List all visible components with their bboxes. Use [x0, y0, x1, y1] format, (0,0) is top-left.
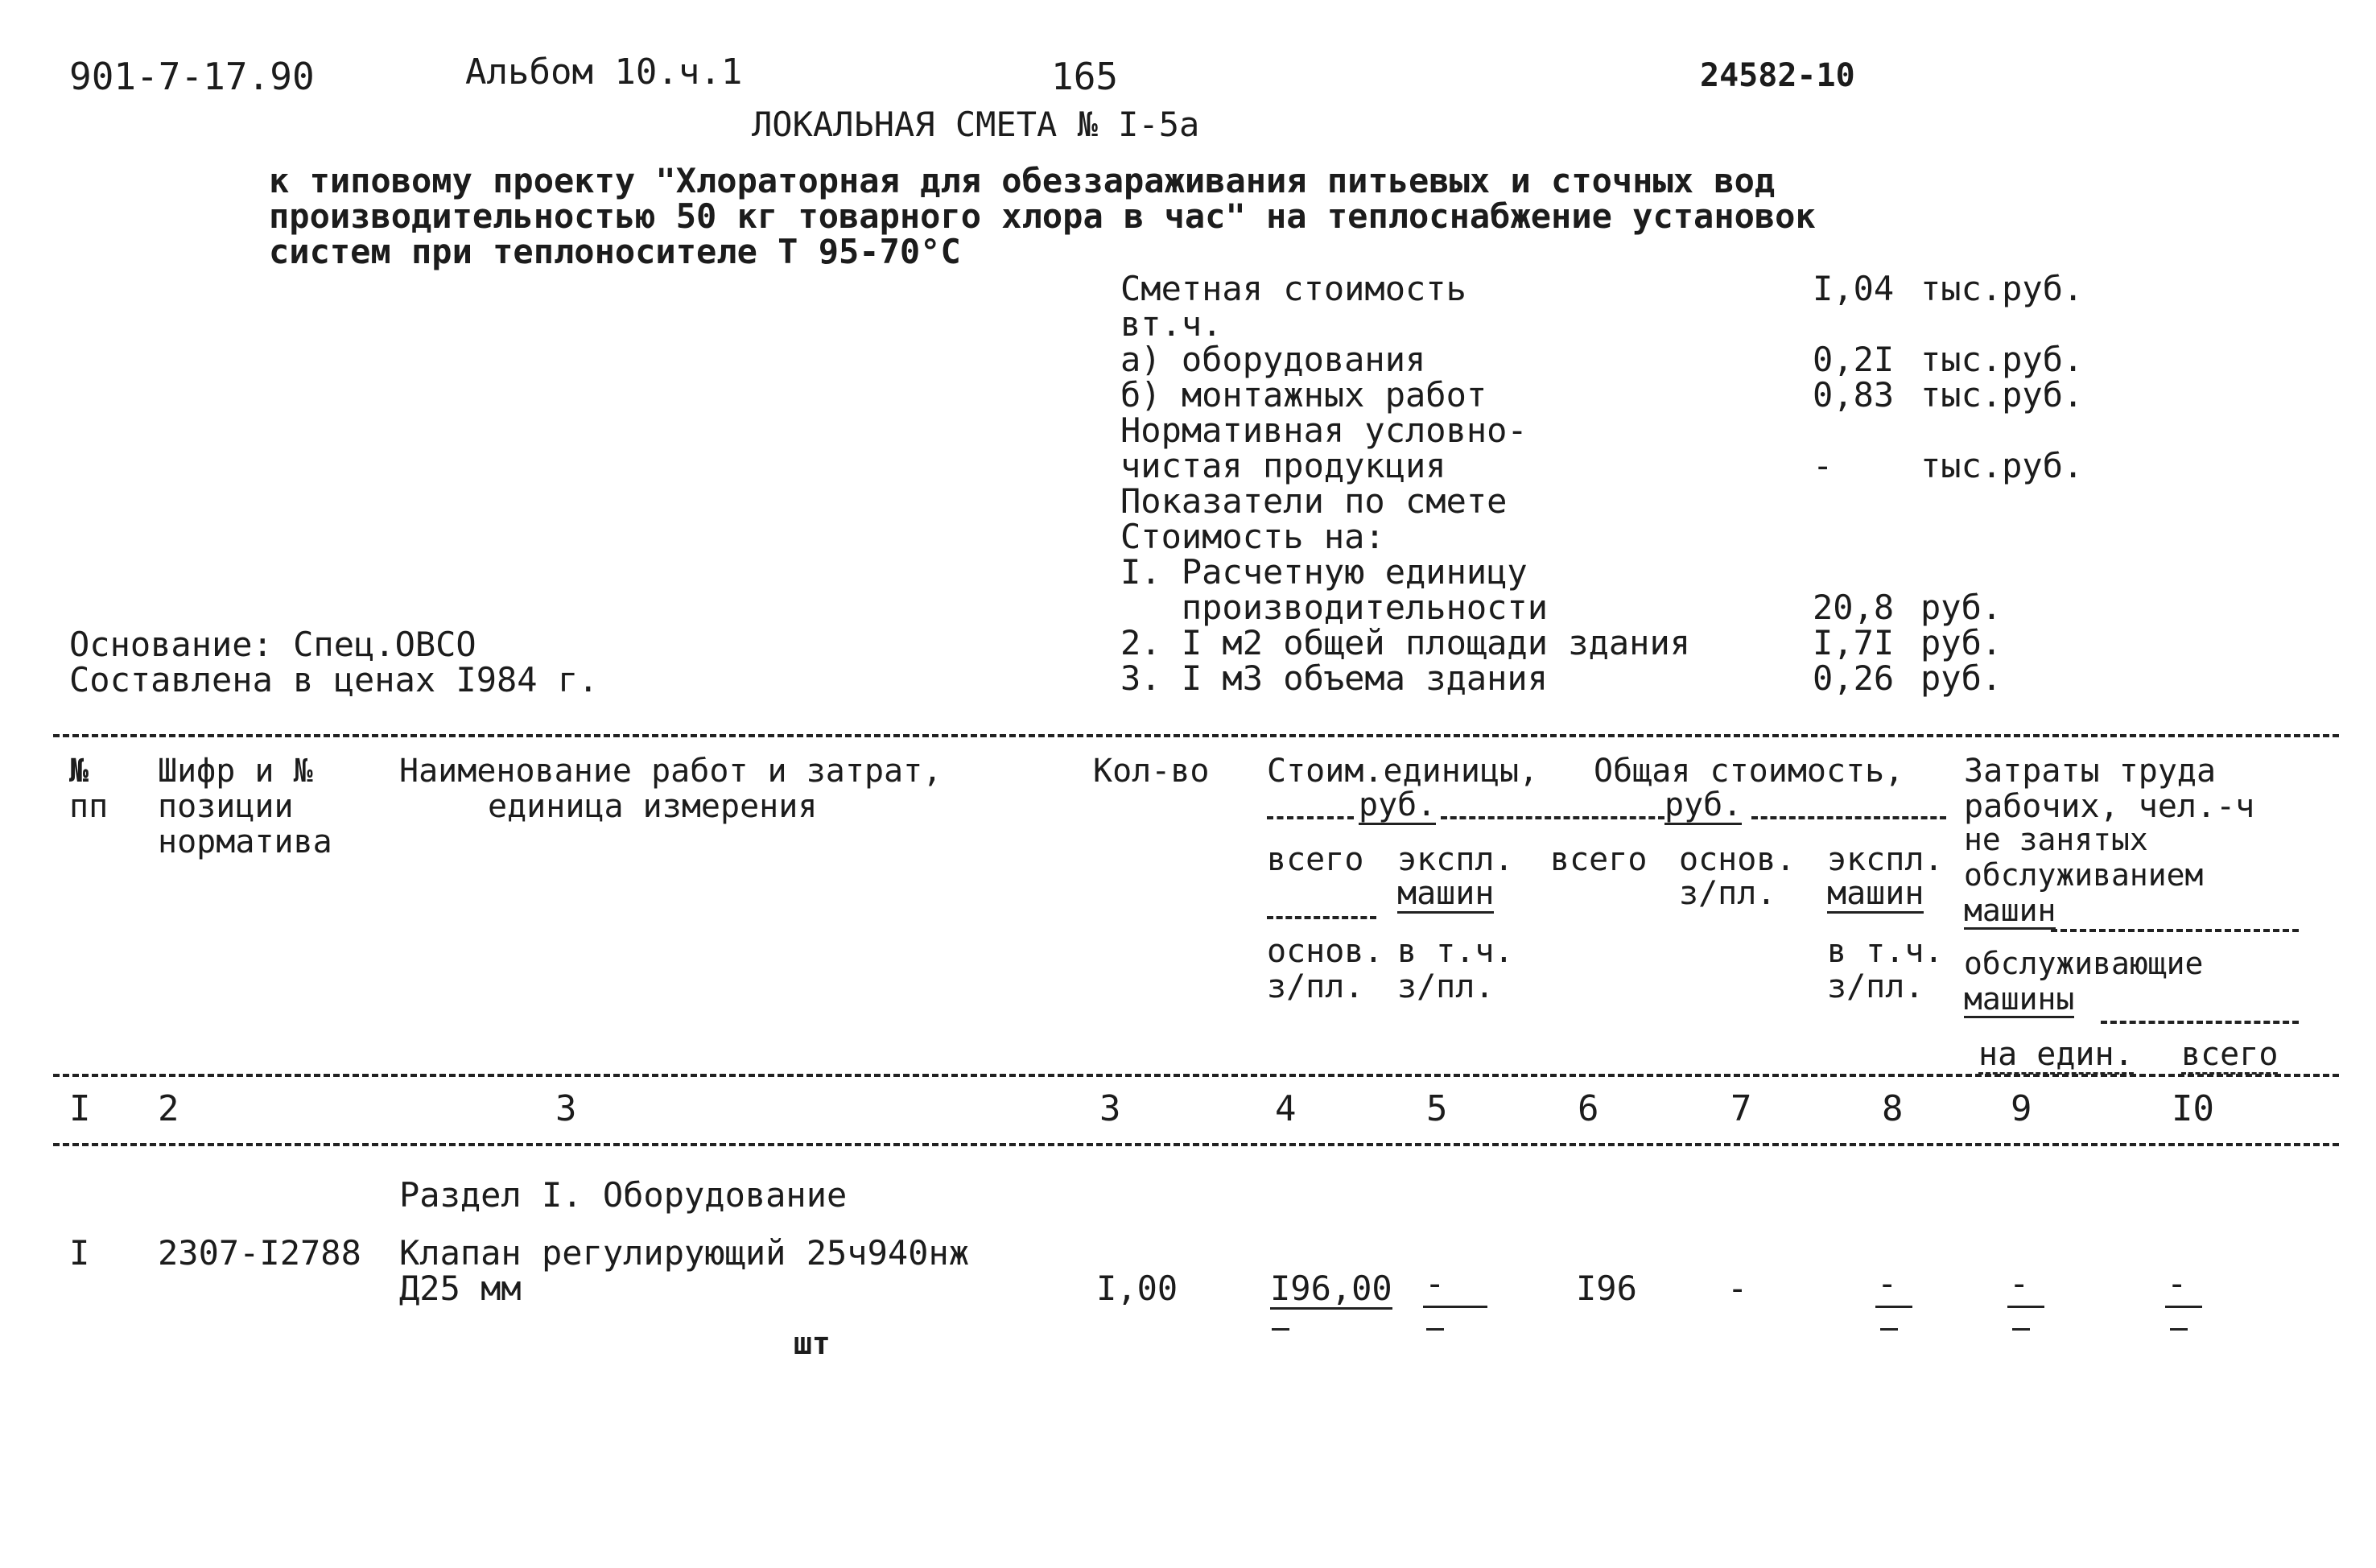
row-unit-mach-line — [1423, 1306, 1487, 1308]
basis-text: Основание: Спец.ОВСО — [69, 625, 476, 664]
col-name-header-2: единица измерения — [488, 788, 818, 825]
page-number: 165 — [1051, 55, 1119, 98]
col-qty-header: Кол-во — [1093, 753, 1210, 790]
unit-cost-header: Стоим.единицы, — [1267, 753, 1539, 790]
row-unit-mach-sub — [1426, 1328, 1444, 1331]
summary-value: I,04 — [1813, 269, 1895, 308]
summary-label: производительности — [1120, 588, 1549, 627]
row-labor-total-sub — [2170, 1328, 2188, 1331]
row-total: I96 — [1576, 1269, 1637, 1308]
total-total-header: всего — [1550, 841, 1648, 878]
unit-mach-header-1: экспл. — [1397, 841, 1514, 878]
labor-header-4: обслуживанием — [1964, 857, 2204, 893]
row-unit-total: I96,00 — [1270, 1269, 1392, 1308]
row-name-1: Клапан регулирующий 25ч940нж — [399, 1233, 970, 1273]
summary-value: 20,8 — [1813, 588, 1895, 627]
column-number: 8 — [1882, 1088, 1904, 1129]
column-number: I — [69, 1088, 91, 1129]
incl-salary2-header-2: з/пл. — [1827, 968, 1924, 1005]
row-labor-total: - — [2167, 1264, 2188, 1303]
unit-total-header: всего — [1267, 841, 1364, 878]
doc-code: 901-7-17.90 — [69, 55, 315, 98]
total-base-header-2: з/пл. — [1679, 875, 1776, 912]
summary-unit: тыс.руб. — [1920, 340, 2084, 379]
row-name-2: Д25 мм — [399, 1269, 522, 1308]
labor-total-header: всего — [2181, 1036, 2279, 1073]
col-code-header-2: позиции — [158, 788, 294, 825]
column-number: 9 — [2011, 1088, 2032, 1129]
summary-label: I. Расчетную единицу — [1120, 552, 1528, 592]
summary-value: 0,26 — [1813, 658, 1895, 698]
incl-salary2-header-1: в т.ч. — [1827, 933, 1944, 970]
row-unit-base-dash — [1272, 1328, 1289, 1331]
column-numbers-top-rule — [53, 1074, 2339, 1077]
col-code-header-3: норматива — [158, 823, 332, 860]
labor-header-1: Затраты труда — [1964, 753, 2217, 790]
doc-title: ЛОКАЛЬНАЯ СМЕТА № I-5а — [752, 105, 1200, 144]
summary-value: - — [1813, 446, 1834, 485]
column-number: 4 — [1275, 1088, 1297, 1129]
prices-year-text: Составлена в ценах I984 г. — [69, 660, 599, 699]
row-total-mach-line — [1875, 1306, 1912, 1308]
row-labor-total-line — [2165, 1306, 2202, 1308]
labor-header-3: не занятых — [1964, 822, 2148, 857]
total-cost-rub: руб. — [1664, 786, 1743, 823]
col-code-header-1: Шифр и № — [158, 753, 313, 790]
summary-label: 2. I м2 общей площади здания — [1120, 623, 1691, 662]
summary-label: Стоимость на: — [1120, 517, 1385, 556]
summary-unit: тыс.руб. — [1920, 269, 2084, 308]
labor-dash-2 — [2101, 1021, 2299, 1024]
unit-cost-rub: руб. — [1359, 786, 1437, 823]
project-line-3: систем при теплоносителе Т 95-70°С — [269, 232, 961, 271]
per-unit-header: на един. — [1978, 1036, 2134, 1073]
column-number: 6 — [1578, 1088, 1599, 1129]
row-unit: шт — [794, 1326, 831, 1361]
row-number: I — [69, 1233, 90, 1273]
total-cost-header: Общая стоимость, — [1594, 753, 1904, 790]
row-qty: I,00 — [1096, 1269, 1178, 1308]
col-num-header-1: № — [69, 753, 89, 790]
row-labor-unit: - — [2009, 1264, 2030, 1303]
labor-header-2: рабочих, чел.-ч — [1964, 788, 2255, 825]
summary-label: 3. I м3 объема здания — [1120, 658, 1549, 698]
incl-salary-header-2: з/пл. — [1397, 968, 1495, 1005]
row-total-base: - — [1727, 1269, 1748, 1308]
unit-sub-dash — [1267, 916, 1376, 919]
column-number: 3 — [1099, 1088, 1121, 1129]
column-number: 3 — [555, 1088, 577, 1129]
table-top-rule — [53, 734, 2339, 737]
summary-label: вт.ч. — [1120, 304, 1223, 344]
summary-label: б) монтажных работ — [1120, 375, 1487, 415]
summary-value: I,7I — [1813, 623, 1895, 662]
row-code: 2307-I2788 — [158, 1233, 361, 1273]
project-line-2: производительностью 50 кг товарного хлора в час" на теплоснабжение установок — [269, 196, 1816, 236]
rub2-dash-right — [1751, 816, 1946, 819]
col-num-header-2: пп — [69, 788, 109, 825]
serving-machines-header-1: обслуживающие — [1964, 946, 2204, 981]
row-total-mach: - — [1877, 1264, 1898, 1303]
summary-label: Показатели по смете — [1120, 481, 1508, 521]
row-total-mach-sub — [1880, 1328, 1898, 1331]
summary-label: Сметная стоимость — [1120, 269, 1466, 308]
album-label: Альбом 10.ч.1 — [465, 52, 743, 93]
summary-unit: руб. — [1920, 623, 2003, 662]
col-name-header-1: Наименование работ и затрат, — [399, 753, 943, 790]
unit-mach-header-2: машин — [1397, 875, 1495, 912]
labor-dash-1 — [2051, 929, 2299, 932]
base-salary-header-1: основ. — [1267, 933, 1384, 970]
summary-unit: руб. — [1920, 588, 2003, 627]
total-mach-header-2: машин — [1827, 875, 1924, 912]
section-title: Раздел I. Оборудование — [399, 1175, 848, 1215]
rub1-dash-left — [1267, 816, 1354, 819]
summary-value: 0,2I — [1813, 340, 1895, 379]
column-number: 7 — [1730, 1088, 1752, 1129]
summary-label: а) оборудования — [1120, 340, 1426, 379]
summary-unit: тыс.руб. — [1920, 375, 2084, 415]
base-salary-header-2: з/пл. — [1267, 968, 1364, 1005]
serving-machines-header-2: машины — [1964, 981, 2075, 1017]
summary-label: Нормативная условно- — [1120, 411, 1528, 450]
column-number: 2 — [158, 1088, 179, 1129]
labor-header-5: машин — [1964, 893, 2056, 928]
rub-dash-mid — [1441, 816, 1664, 819]
total-mach-header-1: экспл. — [1827, 841, 1944, 878]
row-unit-mach: - — [1425, 1264, 1446, 1303]
total-base-header-1: основ. — [1679, 841, 1796, 878]
column-number: I0 — [2172, 1088, 2214, 1129]
row-labor-unit-line — [2007, 1306, 2044, 1308]
column-numbers-bottom-rule — [53, 1143, 2339, 1146]
inventory-number: 24582-10 — [1700, 57, 1855, 94]
summary-unit: тыс.руб. — [1920, 446, 2084, 485]
summary-unit: руб. — [1920, 658, 2003, 698]
incl-salary-header-1: в т.ч. — [1397, 933, 1514, 970]
summary-value: 0,83 — [1813, 375, 1895, 415]
project-line-1: к типовому проекту "Хлораторная для обеззараживания питьевых и сточных вод — [269, 161, 1776, 200]
row-labor-unit-sub — [2012, 1328, 2030, 1331]
summary-label: чистая продукция — [1120, 446, 1446, 485]
column-number: 5 — [1426, 1088, 1448, 1129]
